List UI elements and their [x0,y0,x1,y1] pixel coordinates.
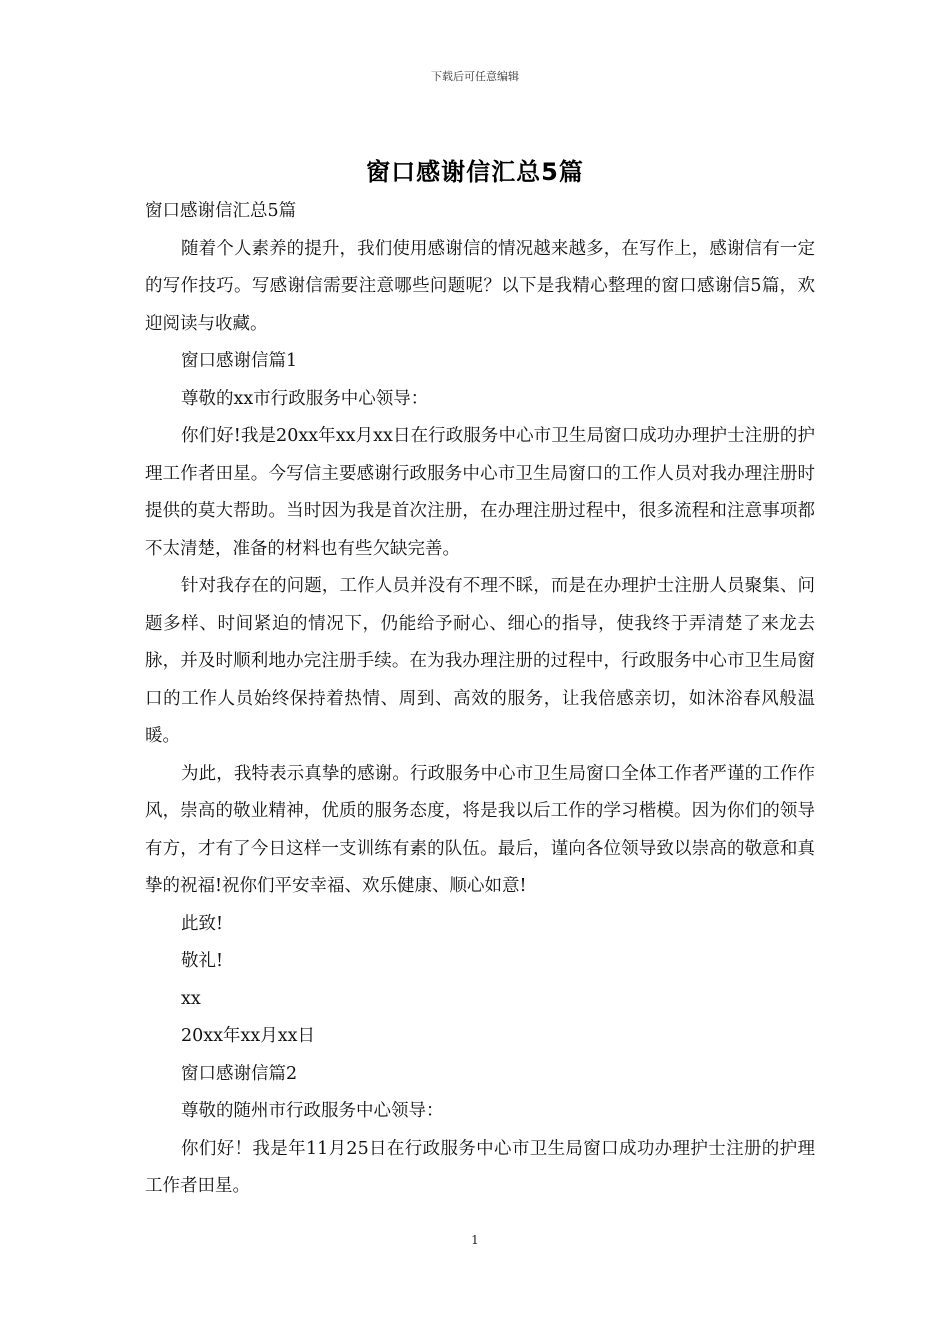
page-header-note: 下载后可任意编辑 [431,70,519,83]
letter-1-date: 20xx年xx月xx日 [181,1026,315,1046]
page-number: 1 [471,1233,479,1247]
letter-1-closing: 敬礼! [181,951,224,971]
letter-1-paragraph: 你们好!我是20xx年xx月xx日在行政服务中心市卫生局窗口成功办理护士注册的护理工作者田星。今写信主要感谢行政服务中心市卫生局窗口的工作人员对我办理注册时提供的莫大帮助。当时因为我是首次注册，在办理注册过程中，很多流程和注意事项都不太清楚，准备的材料也有些欠缺完善。 [145,426,815,559]
letter-1-salutation: 尊敬的xx市行政服务中心领导： [181,388,429,409]
document-body [145,193,815,1206]
letter-1-paragraph: 针对我存在的问题，工作人员并没有不理不睬，而是在办理护士注册人员聚集、问题多样、时间紧迫的情况下，仍能给予耐心、细心的指导，使我终于弄清楚了来龙去脉，并及时顺利地办完注册手续。在为我办理注册的过程中，行政服务中心市卫生局窗口的工作人员始终保持着热情、周到、高效的服务，让我倍感亲切，如沐浴春风般温暖。 [145,576,815,746]
letter-1-closing: 此致! [181,913,224,934]
letter-1-signature: xx [181,988,201,1009]
document-title: 窗口感谢信汇总5篇 [366,158,584,186]
paragraph-intro: 随着个人素养的提升，我们使用感谢信的情况越来越多，在写作上，感谢信有一定的写作技巧。写感谢信需要注意哪些问题呢？以下是我精心整理的窗口感谢信5篇，欢迎阅读与收藏。 [145,238,815,334]
section-heading-letter-2: 窗口感谢信篇2 [181,1063,298,1084]
section-heading-letter-1: 窗口感谢信篇1 [181,351,298,371]
letter-1-paragraph: 为此，我特表示真挚的感谢。行政服务中心市卫生局窗口全体工作者严谨的工作作风，崇高的敬业精神，优质的服务态度，将是我以后工作的学习楷模。因为你们的领导有方，才有了今日这样一支训练有素的队伍。最后，谨向各位领导致以崇高的敬意和真挚的祝福!祝你们平安幸福、欢乐健康、顺心如意! [145,763,815,896]
letter-2-salutation: 尊敬的随州市行政服务中心领导： [181,1101,444,1121]
letter-2-paragraph: 你们好！我是年11月25日在行政服务中心市卫生局窗口成功办理护士注册的护理工作者田星。 [145,1138,815,1196]
paragraph-intro-title: 窗口感谢信汇总5篇 [145,201,297,221]
